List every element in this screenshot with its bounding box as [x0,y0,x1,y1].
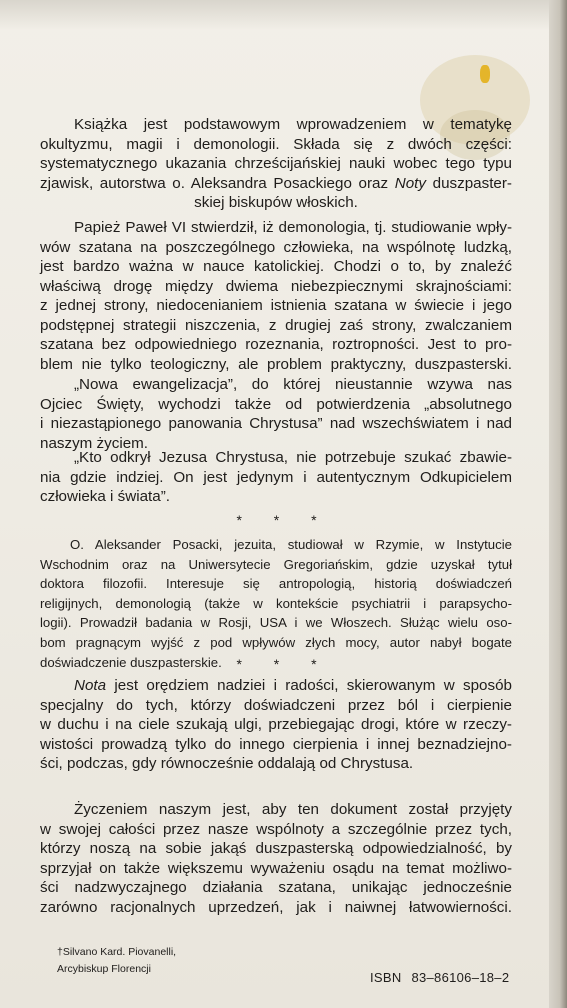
christ-quote-paragraph [40,448,512,507]
isbn-label: ISBN [370,970,402,985]
book-edge [549,0,567,1008]
pope-line: podstępnej strategii niszczenia, z drugiej zaś strony, zwalczaniem [40,316,512,334]
pope-paragraph [40,218,512,374]
nota-line: specjalny do tych, którzy doświadczeni przez ból i cierpienie [40,696,512,714]
quote-line: Ojciec Święty, wychodzi także od potwierdzenia „absolutnego [40,395,512,413]
author-line: bom pragnącym wyjść z pod wpływów złych mocy, autor nabył bogate [40,634,512,650]
isbn [370,970,515,985]
intro-line [40,174,512,194]
signature-name: †Silvano Kard. Piovanelli, [57,946,177,958]
author-line: Wschodnim oraz na Uniwersytecie Gregoriańskim, gdzie uzyskał tytuł [40,556,512,572]
pope-line: blem nie tylko teologiczny, ale problem praktyczny, duszpasterski. [40,355,512,373]
new-evangelization-paragraph [40,375,512,453]
pope-line: szatana bez odpowiedniego rozeznania, roztropności. Jest to pro- [40,336,512,353]
intro-line: systematycznego ukazania chrześcijańskiej nauki wobec tego typu [40,155,512,172]
pope-line: właściwą drogę między dwiema niebezpiecznymi skrajnościami: [40,277,512,295]
wish-line: ści nadzwyczajnego działania szatana, unikając jednocześnie [40,879,512,896]
nota-line: ści, podczas, gdy równocześnie oddalają od Chrystusa. [40,755,414,772]
signature [57,944,176,978]
quote-line: nia gdzie indziej. On jest jedynym i autentycznym Odkupicielem [40,468,512,486]
wish-line: którzy noszą na sobie jakąś duszpasterską odpowiedzialność, by [40,840,512,857]
pope-line: wów szatana na poszczególnego człowieka, na wspólnotę ludzką, [40,238,512,256]
author-bio [40,535,512,672]
intro-line: skiej biskupów włoskich. [194,194,358,211]
quote-line: „Kto odkrył Jezusa Chrystusa, nie potrzebuje szukać zbawie- [74,449,512,466]
intro-line: Książka jest podstawowym wprowadzeniem w tematykę [74,116,512,133]
nota-italic: Nota [74,677,107,694]
separator: * * * [236,656,331,672]
nota-line: w duchu i na ciele szukają ulgi, przebiegając drogi, które w rzeczy- [40,716,512,733]
pope-line: z jednej strony, niedocenianiem istnienia szatana w świecie i jego [40,297,512,314]
quote-line: naszym życiem. [40,434,149,452]
wish-line: sprzyjał on także większemu wyważeniu osądu na temat możliwo- [40,859,512,877]
quote-line: i niezastąpionego panowania Chrystusa” nad wszechświatem i nad [40,415,512,432]
intro-paragraph [40,115,512,213]
pope-line: jest bardzo ważna w nauce katolickiej. Chodzi o to, by znaleźć [40,258,512,275]
intro-line-text: zjawisk, autorstwa o. Aleksandra Posackiego oraz [40,174,389,192]
author-line: logii). Prowadził badania w Rosji, USA i we Włoszech. Służąc wielu oso- [40,615,512,631]
top-shadow [0,0,567,30]
intro-line: okultyzmu, magii i demonologii. Składa się z dwóch części: [40,135,512,153]
quote-line: „Nowa ewangelizacja”, do której nieustannie wzywa nas [74,376,512,393]
yellow-mark [480,65,490,83]
separator: * * * [236,512,331,528]
intro-line-text: duszpaster- [432,174,512,192]
signature-title: Arcybiskup Florencji [57,963,151,975]
wish-line: zarówno racjonalnych uprzedzeń, jak i naiwnej łatwowierności. [40,898,512,916]
nota-line [40,676,512,696]
author-line: doktora filozofii. Interesuje się antropologią, historią doświadczeń [40,576,512,592]
author-line: doświadczenie duszpasterskie. [40,654,222,670]
author-line: religijnych, demonologią (także w kontekście psychiatrii i parapsycho- [40,595,512,611]
pope-line: Papież Paweł VI stwierdził, iż demonologia, tj. studiowanie wpły- [74,219,512,236]
wish-line: w swojej całości przez nasze wspólnoty a szczególnie przez tych, [40,820,512,838]
quote-line: człowieka i świata”. [40,488,170,505]
nota-paragraph [40,676,512,774]
isbn-number: 83–86106–18–2 [411,970,510,985]
author-line: O. Aleksander Posacki, jezuita, studiował w Rzymie, w Instytucie [70,537,512,552]
nota-line-text: jest orędziem nadziei i radości, skierowanym w sposób [114,677,512,694]
nota-line: wistości prowadzą tylko do innego cierpienia i innej beznadziejno- [40,735,512,753]
wish-line: Życzeniem naszym jest, aby ten dokument został przyjęty [74,801,512,818]
wish-paragraph [40,800,512,917]
noty-italic: Noty [394,174,426,192]
